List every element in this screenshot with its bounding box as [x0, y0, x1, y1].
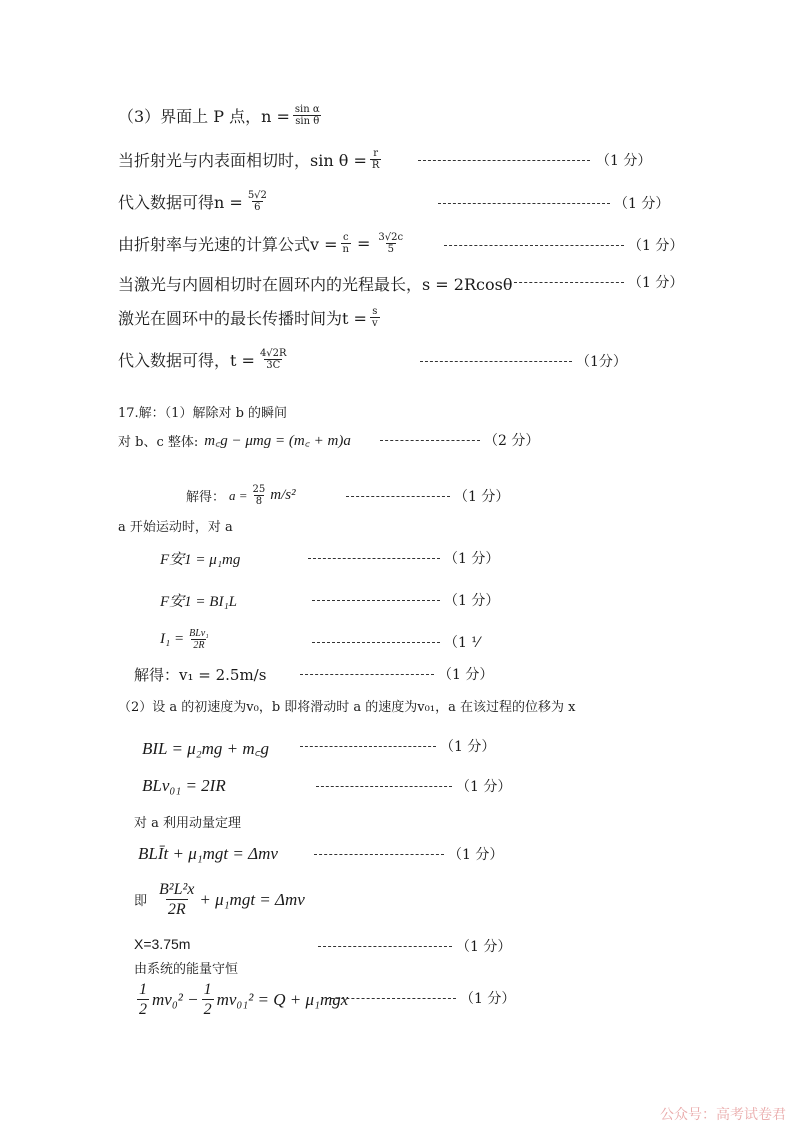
dash-leader: [438, 203, 610, 204]
numerator: BLv₁: [189, 628, 209, 639]
dash-leader: [418, 160, 590, 161]
numerator: 1: [203, 981, 212, 998]
line-bc-whole: [118, 430, 351, 450]
text: 代入数据可得n =: [118, 193, 243, 212]
unit: m/s²: [270, 487, 296, 503]
dash-leader: [420, 361, 572, 362]
text: 代入数据可得，t =: [118, 351, 255, 370]
equation: BLv₀₁ = 2IR: [142, 776, 226, 795]
line-bil: [142, 736, 269, 759]
text: 当折射光与内表面相切时，sin θ =: [118, 151, 367, 170]
numerator: 4√2R: [259, 348, 287, 359]
text: （2）设 a 的初速度为v₀，b 即将滑动时 a 的速度为v₀₁，a 在该过程的位移为 x: [118, 700, 576, 715]
equation: mv₀₁² = Q + μ₁mgx: [216, 989, 349, 1009]
text: （3）界面上 P 点，n =: [118, 107, 290, 126]
denominator: 3C: [266, 360, 281, 371]
line-a-start: [118, 516, 233, 535]
line-blv: [142, 776, 226, 796]
line-v1: [134, 664, 266, 685]
denominator: 5: [387, 244, 394, 255]
line-ji: [134, 880, 305, 919]
line-energy-eq: [134, 980, 348, 1019]
dash-leader: [300, 674, 434, 675]
fraction: [251, 484, 268, 507]
numerator: r: [373, 148, 379, 159]
score-label: （1分）: [576, 354, 627, 370]
text: 当激光与内圆相切时在圆环内的光程最长，s = 2Rcosθ: [118, 275, 513, 294]
fraction: [376, 232, 405, 255]
fraction: [370, 306, 380, 329]
denominator: R: [371, 160, 380, 171]
line-path-length: [118, 272, 512, 295]
dash-leader: [444, 245, 624, 246]
score-label: （1 分）: [456, 939, 512, 955]
denominator: 2R: [193, 640, 205, 651]
score-label: （1 分）: [628, 238, 684, 254]
equation: F安1 = BI₁L: [160, 594, 237, 610]
text: 解得：: [186, 490, 226, 505]
text: 由系统的能量守恒: [134, 962, 239, 977]
dash-leader: [316, 786, 452, 787]
equation: m꜀g − μmg = (m꜀ + m)a: [204, 433, 351, 449]
score-label: （1 分）: [596, 153, 652, 169]
score-label: （1 分）: [440, 739, 496, 755]
line-energy-head: [134, 958, 238, 977]
denominator: n: [342, 244, 349, 255]
denominator: 8: [255, 496, 263, 507]
score-label: （1 分）: [456, 779, 512, 795]
fraction: [258, 348, 289, 371]
fraction: [293, 104, 322, 127]
dash-leader: [346, 496, 450, 497]
text: 17.解：（1）解除对 b 的瞬间: [118, 406, 288, 421]
text: I₁ =: [160, 631, 185, 647]
numerator: B²L²x: [159, 881, 195, 898]
fraction: [157, 880, 196, 919]
fraction: [341, 232, 351, 255]
line-f2: [160, 590, 237, 611]
denominator: 6: [254, 202, 261, 213]
fraction: [246, 190, 269, 213]
score-label: （2 分）: [484, 433, 540, 449]
dash-leader: [300, 746, 436, 747]
score-label: （1 分）: [614, 196, 670, 212]
dash-leader: [312, 600, 440, 601]
equation: BIL = μ₂mg + m꜀g: [142, 739, 270, 758]
denominator: sin θ: [295, 116, 320, 127]
fraction: [370, 148, 382, 171]
dash-leader: [318, 946, 452, 947]
equation: BLĪt + μ₁mgt = Δmv: [138, 844, 278, 863]
score-label: （1 分）: [448, 847, 504, 863]
line-t-value: [118, 348, 292, 371]
numerator: s: [372, 306, 378, 317]
line-n-value: [118, 190, 272, 213]
equation: mv₀² −: [152, 989, 199, 1009]
text: 激光在圆环中的最长传播时间为t =: [118, 309, 367, 328]
text: X=3.75m: [134, 936, 191, 952]
equation: + μ₁mgt = Δmv: [199, 889, 305, 909]
line-part2-head: [118, 696, 575, 715]
numerator: 25: [252, 484, 266, 495]
line-interface-p: [118, 104, 325, 127]
numerator: c: [342, 232, 349, 243]
line-impulse: [138, 844, 278, 864]
line-solve-a: [186, 484, 296, 507]
numerator: 1: [139, 981, 147, 998]
fraction: [202, 980, 214, 1019]
q17-heading: [118, 402, 287, 421]
equation: F安1 = μ₁mg: [160, 552, 241, 568]
dash-leader: [312, 642, 440, 643]
denominator: 2: [203, 1001, 212, 1018]
text: 即: [134, 894, 148, 909]
equation: 解得：v₁ = 2.5m/s: [134, 666, 267, 684]
numerator: 5√2: [247, 190, 267, 201]
line-f1: [160, 548, 240, 569]
watermark-text: 公众号：高考试卷君: [660, 1107, 786, 1123]
denominator: 2R: [167, 901, 186, 918]
line-tangent: [118, 148, 384, 171]
line-i1: [160, 628, 214, 651]
dash-leader: [314, 854, 444, 855]
fraction: [187, 628, 211, 651]
score-label: （1 分）: [454, 489, 510, 505]
line-momentum: [134, 812, 241, 831]
score-label: （1 ⅟: [444, 635, 480, 651]
denominator: v: [371, 318, 378, 329]
dash-leader: [326, 998, 456, 999]
dash-leader: [514, 282, 624, 283]
numerator: sin α: [294, 104, 320, 115]
line-speed: 由折射率与光速的计算公式v = $\frac{c}{n}$ = $\frac{3√2c}{5}$: [118, 232, 404, 255]
text: 对 a 利用动量定理: [134, 816, 242, 831]
score-label: （1 分）: [444, 593, 500, 609]
numerator: 3√2c: [378, 232, 404, 243]
text: a =: [229, 487, 248, 503]
denominator: 2: [139, 1001, 147, 1018]
line-x-value: [134, 936, 190, 952]
score-label: （1 分）: [460, 991, 516, 1007]
score-label: （1 分）: [628, 275, 684, 291]
score-label: （1 分）: [438, 667, 494, 683]
line-max-time: [118, 306, 383, 329]
dash-leader: [308, 558, 440, 559]
fraction: [137, 980, 149, 1019]
score-label: （1 分）: [444, 551, 500, 567]
text: a 开始运动时，对 a: [118, 520, 233, 535]
text: 对 b、c 整体:: [118, 434, 199, 450]
dash-leader: [380, 440, 480, 441]
text: 由折射率与光速的计算公式v =: [118, 235, 338, 254]
